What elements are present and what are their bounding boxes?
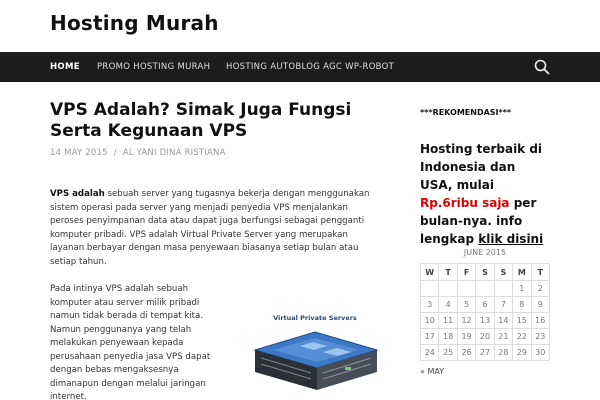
calendar-day: 30 xyxy=(531,345,549,361)
image-caption: Virtual Private Servers xyxy=(273,314,357,322)
promo-text-part-1: Hosting terbaik di Indonesia dan USA, mulai xyxy=(420,142,543,192)
post-meta xyxy=(50,148,380,158)
main-content xyxy=(50,100,380,400)
search-icon[interactable] xyxy=(533,58,551,76)
calendar-week-row xyxy=(421,345,550,361)
post-paragraph-1-text: sebuah server yang tugasnya bekerja dengan menggunakan sistem operasi pada server yang menjadi penyedia VPS menjalankan peroses penyimpanan data atau dapat juga berfungsi sebagai pengganti komputer pribadi. VPS adalah Virtual Private Server yang merupakan layanan berbayar dengan masa penyewaan biasanya setiap bulan atau setiap tahun. xyxy=(50,189,370,267)
recommendation-heading: ***REKOMENDASI*** xyxy=(420,108,512,117)
main-navigation xyxy=(0,52,600,82)
calendar-day-header: S xyxy=(494,264,512,281)
calendar-day: 24 xyxy=(421,345,439,361)
calendar-day: 15 xyxy=(513,313,531,329)
calendar-day-header: W xyxy=(421,264,439,281)
calendar-day: 2 xyxy=(531,281,549,297)
calendar-day-header: F xyxy=(457,264,475,281)
calendar-day xyxy=(476,281,494,297)
promo-price: Rp.6ribu saja xyxy=(420,196,510,210)
calendar-day: 1 xyxy=(513,281,531,297)
meta-separator: / xyxy=(113,148,117,158)
calendar-day: 18 xyxy=(439,329,457,345)
calendar-day: 10 xyxy=(421,313,439,329)
calendar-day: 16 xyxy=(531,313,549,329)
calendar-day: 13 xyxy=(476,313,494,329)
calendar-day: 11 xyxy=(439,313,457,329)
calendar-day: 28 xyxy=(494,345,512,361)
calendar-day: 27 xyxy=(476,345,494,361)
calendar-day: 12 xyxy=(457,313,475,329)
post-term-bold: VPS adalah xyxy=(50,189,105,199)
promo-link[interactable]: klik disini xyxy=(478,232,544,246)
calendar-day: 4 xyxy=(439,297,457,313)
calendar-caption: JUNE 2015 xyxy=(463,248,507,257)
vps-server-image xyxy=(245,310,385,400)
site-header xyxy=(0,0,600,52)
calendar-table xyxy=(420,263,550,361)
calendar-week-row xyxy=(421,313,550,329)
site-title[interactable]: Hosting Murah xyxy=(50,11,219,35)
nav-item-home[interactable]: HOME xyxy=(50,62,80,72)
post-title-line-2: Serta Kegunaan VPS xyxy=(50,121,248,141)
calendar-day: 20 xyxy=(476,329,494,345)
calendar-day xyxy=(494,281,512,297)
calendar-day: 23 xyxy=(531,329,549,345)
calendar-day: 25 xyxy=(439,345,457,361)
calendar-day: 7 xyxy=(494,297,512,313)
calendar-day: 29 xyxy=(513,345,531,361)
calendar-widget xyxy=(420,248,550,376)
calendar-day: 17 xyxy=(421,329,439,345)
promo-text-part-2: per bulan-nya. info lengkap xyxy=(420,196,537,246)
calendar-day-header: T xyxy=(531,264,549,281)
nav-item-hosting-autoblog[interactable]: HOSTING AUTOBLOG AGC WP-ROBOT xyxy=(226,62,395,72)
calendar-day-header: T xyxy=(439,264,457,281)
calendar-week-row xyxy=(421,329,550,345)
calendar-day-header: M xyxy=(513,264,531,281)
post-date[interactable]: 14 MAY 2015 xyxy=(50,148,108,158)
calendar-day: 8 xyxy=(513,297,531,313)
sidebar xyxy=(420,108,550,376)
calendar-day: 21 xyxy=(494,329,512,345)
calendar-day: 22 xyxy=(513,329,531,345)
nav-item-promo-hosting[interactable]: PROMO HOSTING MURAH xyxy=(97,62,211,72)
calendar-day xyxy=(421,281,439,297)
calendar-day: 6 xyxy=(476,297,494,313)
calendar-day: 19 xyxy=(457,329,475,345)
calendar-day: 3 xyxy=(421,297,439,313)
calendar-day-header: S xyxy=(476,264,494,281)
calendar-prev-month-link[interactable]: « MAY xyxy=(420,367,445,376)
calendar-day xyxy=(457,281,475,297)
calendar-day: 5 xyxy=(457,297,475,313)
calendar-header-row xyxy=(421,264,550,281)
post-paragraph-1 xyxy=(50,188,375,269)
post-title[interactable] xyxy=(50,100,380,142)
calendar-day: 9 xyxy=(531,297,549,313)
promo-text xyxy=(420,140,550,248)
calendar-day: 26 xyxy=(457,345,475,361)
post-title-line-1: VPS Adalah? Simak Juga Fungsi xyxy=(50,100,352,120)
calendar-day xyxy=(439,281,457,297)
calendar-week-row xyxy=(421,281,550,297)
calendar-day: 14 xyxy=(494,313,512,329)
post-paragraph-2: Pada intinya VPS adalah sebuah komputer atau server milik pribadi namun tidak berada di tempat kita. Namun penggunanya yang telah melakukan penyewaan kepada perusahaan penyedia jasa VPS dapat dengan bebas mengaksesnya dimanapun dengan melalui jaringan internet. xyxy=(50,284,211,400)
post-author[interactable]: AL YANI DINA RISTIANA xyxy=(122,148,226,158)
calendar-week-row xyxy=(421,297,550,313)
